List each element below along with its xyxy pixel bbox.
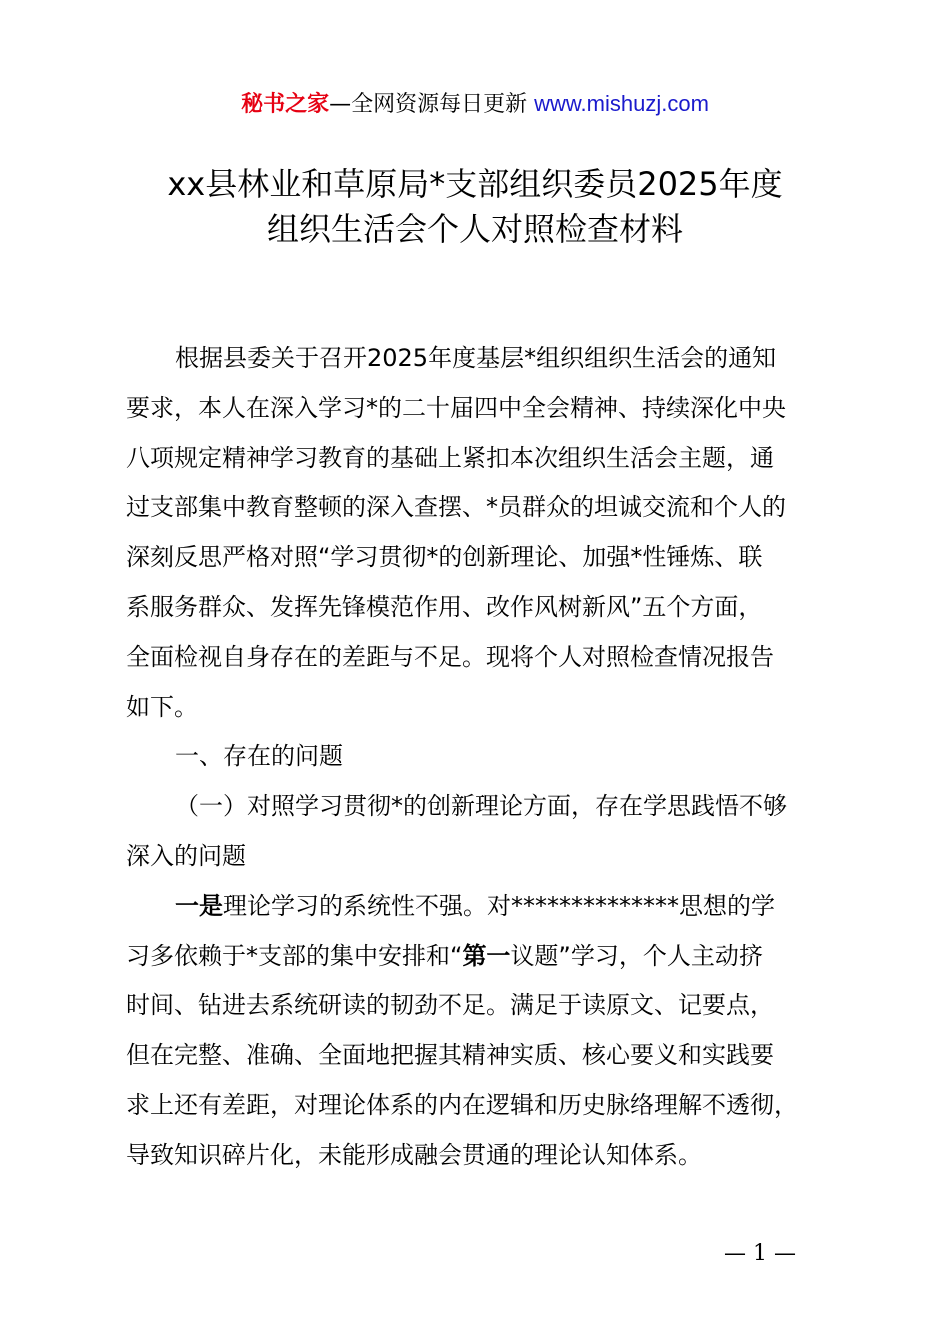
- bold-term: 第一: [462, 941, 511, 970]
- inline-text: 议题”学习，个人主动挤: [510, 941, 763, 970]
- document-title: [60, 162, 890, 252]
- text-line: （一）对照学习贯彻*的创新理论方面，存在学思践悟不够: [175, 792, 787, 821]
- text-line: 全面检视自身存在的差距与不足。现将个人对照检查情况报告: [126, 642, 774, 671]
- text-line: 过支部集中教育整顿的深入查摆、*员群众的坦诚交流和个人的: [126, 493, 786, 522]
- section-heading: 一、存在的问题: [175, 742, 343, 771]
- text-line: 深刻反思严格对照“学习贯彻*的创新理论、加强*性锤炼、联: [126, 543, 763, 572]
- text-line: 根据县委关于召开2025年度基层*组织组织生活会的通知: [175, 344, 777, 372]
- text-line: 求上还有差距，对理论体系的内在逻辑和历史脉络理解不透彻，: [126, 1090, 798, 1119]
- text-line: 系服务群众、发挥先锋模范作用、改作风树新风”五个方面，: [126, 592, 763, 621]
- text-line: [126, 882, 854, 932]
- bold-lead: 一是: [175, 891, 223, 920]
- text-line: 深入的问题: [126, 841, 246, 870]
- point-one-paragraph: [126, 882, 854, 1181]
- text-line: 八项规定精神学习教育的基础上紧扣本次组织生活会主题，通: [126, 443, 774, 472]
- header-tagline: —全网资源每日更新: [329, 92, 535, 117]
- text-line: 但在完整、准确、全面地把握其精神实质、核心要义和实践要: [126, 1041, 774, 1070]
- text-line: 如下。: [126, 692, 198, 721]
- text-line: 时间、钻进去系统研读的韧劲不足。满足于读原文、记要点，: [126, 991, 774, 1020]
- inline-text: 理论学习的系统性不强。对**************思想的学: [223, 891, 775, 920]
- site-url-link[interactable]: www.mishuzj.com: [534, 91, 709, 116]
- text-line: 要求，本人在深入学习*的二十届四中全会精神、持续深化中央: [126, 393, 786, 422]
- page-number: — 1 —: [724, 1241, 796, 1266]
- title-line-1: xx县林业和草原局*支部组织委员2025年度: [167, 165, 783, 203]
- text-line: [126, 932, 854, 982]
- text-line: 导致知识碎片化，未能形成融会贯通的理论认知体系。: [126, 1140, 702, 1169]
- document-body: [126, 334, 854, 1181]
- intro-paragraph: [126, 334, 854, 732]
- title-line-2: 组织生活会个人对照检查材料: [266, 210, 683, 248]
- brand-name: 秘书之家: [241, 92, 330, 117]
- inline-text: 习多依赖于*支部的集中安排和“: [126, 941, 463, 970]
- watermark-header: [0, 86, 950, 123]
- subsection-heading: [126, 782, 854, 882]
